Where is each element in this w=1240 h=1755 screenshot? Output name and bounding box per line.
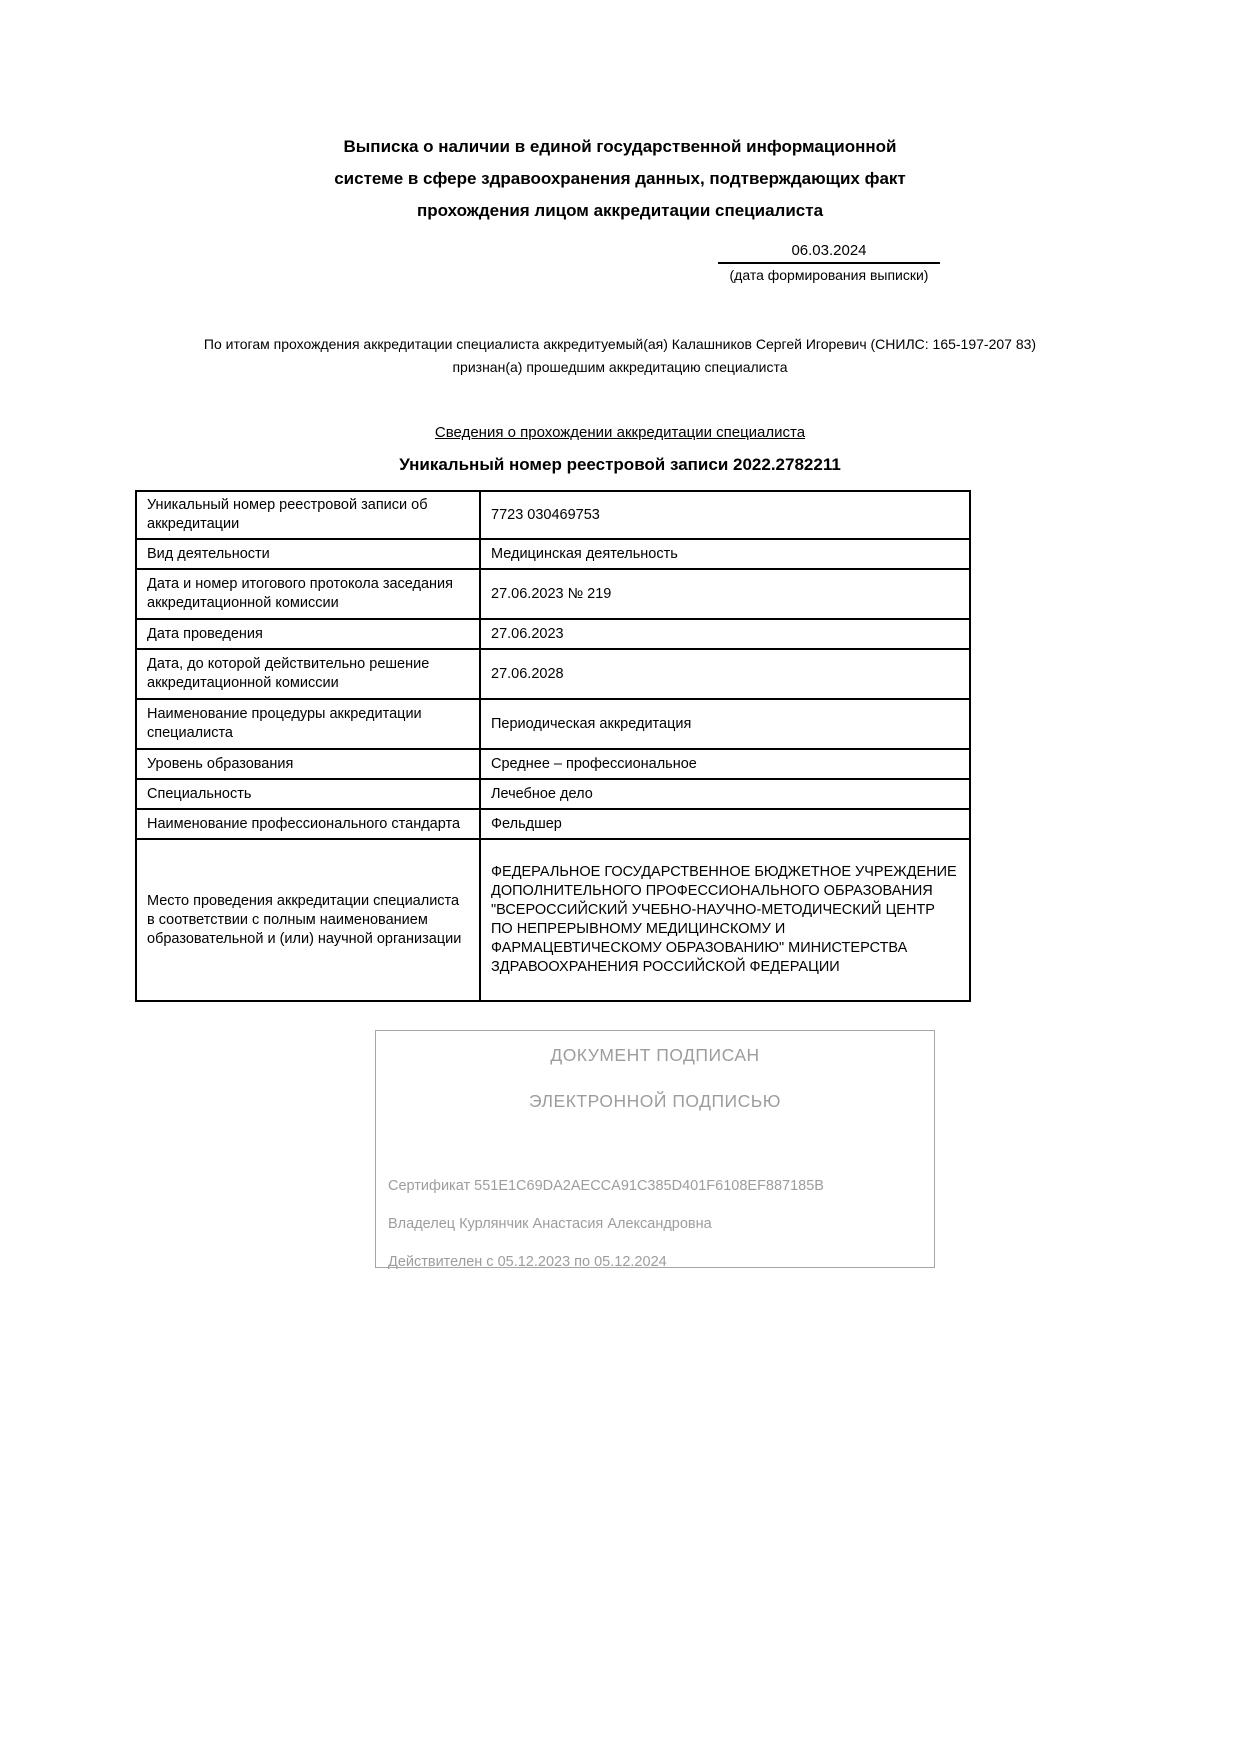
table-row <box>136 649 970 699</box>
table-row <box>136 839 970 1001</box>
signature-validity: Действителен с 05.12.2023 по 05.12.2024 <box>388 1254 667 1270</box>
signature-stamp-line-1: ДОКУМЕНТ ПОДПИСАН <box>550 1045 760 1065</box>
table-row <box>136 491 970 539</box>
row-value-education-level: Среднее – профессиональное <box>480 749 970 779</box>
row-value-date-held: 27.06.2023 <box>480 619 970 649</box>
intro-line-1: По итогам прохождения аккредитации специалиста аккредитуемый(ая) Калашников Сергей Игоревич (СНИЛС: 165-197-207 83) <box>203 336 1037 352</box>
row-label-registry-number: Уникальный номер реестровой записи об аккредитации <box>136 491 480 539</box>
table-row <box>136 619 970 649</box>
signature-details <box>376 1177 934 1271</box>
row-value-registry-number: 7723 030469753 <box>480 491 970 539</box>
extract-date: 06.03.2024 <box>718 242 940 264</box>
row-value-activity-type: Медицинская деятельность <box>480 539 970 569</box>
row-value-venue-organization: ФЕДЕРАЛЬНОЕ ГОСУДАРСТВЕННОЕ БЮДЖЕТНОЕ УЧРЕЖДЕНИЕ ДОПОЛНИТЕЛЬНОГО ПРОФЕССИОНАЛЬНОГО ОБРАЗОВАНИЯ "ВСЕРОССИЙСКИЙ УЧЕБНО-НАУЧНО-МЕТОДИЧЕСКИЙ ЦЕНТР ПО НЕПРЕРЫВНОМУ МЕДИЦИНСКОМУ И ФАРМАЦЕВТИЧЕСКОМУ ОБРАЗОВАНИЮ" МИНИСТЕРСТВА ЗДРАВООХРАНЕНИЯ РОССИЙСКОЙ ФЕДЕРАЦИИ <box>480 839 970 1001</box>
signature-stamp-line-2: ЭЛЕКТРОННОЙ ПОДПИСЬЮ <box>529 1091 781 1111</box>
row-value-procedure-name: Периодическая аккредитация <box>480 699 970 749</box>
document-title-line-2: системе в сфере здравоохранения данных, подтверждающих факт <box>334 169 906 188</box>
row-label-venue-organization: Место проведения аккредитации специалиста в соответствии с полным наименованием образовательной и (или) научной организации <box>136 839 480 1001</box>
row-label-professional-standard: Наименование профессионального стандарта <box>136 809 480 839</box>
signature-owner: Владелец Курлянчик Анастасия Александровна <box>388 1216 712 1232</box>
row-value-specialty: Лечебное дело <box>480 779 970 809</box>
row-value-valid-until: 27.06.2028 <box>480 649 970 699</box>
table-row <box>136 699 970 749</box>
row-label-procedure-name: Наименование процедуры аккредитации специалиста <box>136 699 480 749</box>
table-row <box>136 539 970 569</box>
row-value-professional-standard: Фельдшер <box>480 809 970 839</box>
accreditation-table <box>135 490 971 1002</box>
row-value-protocol: 27.06.2023 № 219 <box>480 569 970 619</box>
intro-line-2: признан(а) прошедшим аккредитацию специалиста <box>452 359 788 375</box>
table-row <box>136 809 970 839</box>
row-label-activity-type: Вид деятельности <box>136 539 480 569</box>
table-row <box>136 779 970 809</box>
table-row <box>136 569 970 619</box>
section-heading: Сведения о прохождении аккредитации специалиста <box>434 424 806 441</box>
document-title <box>0 131 1240 227</box>
row-label-valid-until: Дата, до которой действительно решение аккредитационной комиссии <box>136 649 480 699</box>
digital-signature-stamp <box>375 1030 935 1268</box>
extract-date-caption: (дата формирования выписки) <box>729 267 929 283</box>
table-row <box>136 749 970 779</box>
row-label-education-level: Уровень образования <box>136 749 480 779</box>
registry-number-heading: Уникальный номер реестровой записи 2022.2782211 <box>399 455 841 474</box>
intro-paragraph <box>0 333 1240 379</box>
row-label-protocol: Дата и номер итогового протокола заседания аккредитационной комиссии <box>136 569 480 619</box>
row-label-date-held: Дата проведения <box>136 619 480 649</box>
document-title-line-1: Выписка о наличии в единой государственной информационной <box>343 137 897 156</box>
document-title-line-3: прохождения лицом аккредитации специалиста <box>416 201 824 220</box>
extract-date-block <box>718 242 940 283</box>
row-label-specialty: Специальность <box>136 779 480 809</box>
signature-certificate: Сертификат 551E1C69DA2AECCA91C385D401F6108EF887185B <box>388 1178 824 1194</box>
